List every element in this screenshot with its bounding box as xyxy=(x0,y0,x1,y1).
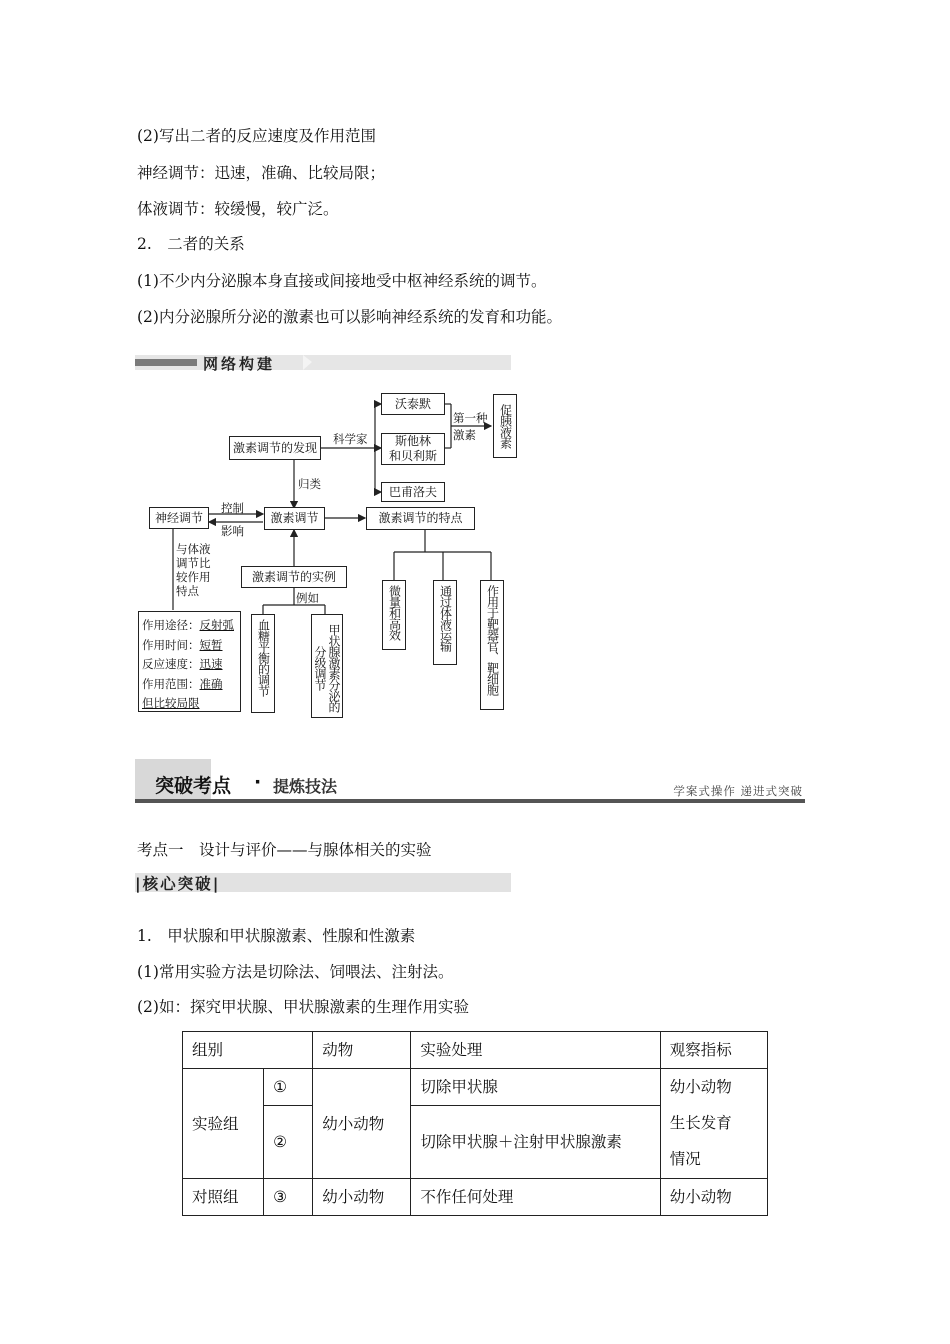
observe-cell-3: 幼小动物 xyxy=(660,1179,767,1216)
animal-cell-3: 幼小动物 xyxy=(313,1179,411,1216)
body-line-2: (1)常用实验方法是切除法、饲喂法、注射法。 xyxy=(137,963,454,981)
process-cell-2: 切除甲状腺＋注射甲状腺激素 xyxy=(411,1106,660,1179)
wotaimo-box: 沃泰默 xyxy=(381,393,445,415)
header-animal: 动物 xyxy=(313,1032,411,1069)
intro-line-2: 神经调节：迅速，准确、比较局限； xyxy=(137,164,386,182)
intro-line-1: (2)写出二者的反应速度及作用范围 xyxy=(137,127,376,145)
observe-cell-1: 幼小动物 生长发育 情况 xyxy=(660,1069,767,1179)
nerve-reg-box: 神经调节 xyxy=(149,507,209,529)
starling-box: 斯他林 和贝利斯 xyxy=(381,433,445,465)
discovery-box: 激素调节的发现 xyxy=(229,436,321,460)
num-cell-2: ② xyxy=(264,1106,313,1179)
example-label: 例如 xyxy=(296,591,319,605)
num-cell-3: ③ xyxy=(264,1179,313,1216)
classify-label: 归类 xyxy=(298,477,321,491)
body-line-1: 1. 甲状腺和甲状腺激素、性腺和性激素 xyxy=(137,927,416,945)
pavlov-box: 巴甫洛夫 xyxy=(381,482,445,502)
body-line-3: (2)如：探究甲状腺、甲状腺激素的生理作用实验 xyxy=(137,998,469,1016)
nerve-feature-1: 作用途径：反射弧 xyxy=(142,618,234,632)
feat2-box: 通过体液运输 xyxy=(433,580,457,665)
table-row xyxy=(183,1069,768,1106)
break-title: 突破考点 xyxy=(155,775,232,797)
table-header-row xyxy=(183,1032,768,1069)
concept-map xyxy=(135,390,520,720)
secretin-box: 促胰液素 xyxy=(493,394,517,458)
process-cell-1: 切除甲状腺 xyxy=(411,1069,660,1106)
intro-line-3: 体液调节：较缓慢，较广泛。 xyxy=(137,200,339,218)
network-section-bar xyxy=(135,355,511,373)
thyroid-box: 甲状腺激素分泌的分级调节 xyxy=(311,614,343,718)
affect-label: 影响 xyxy=(221,524,244,538)
break-section-banner xyxy=(135,759,805,803)
intro-line-4: 2. 二者的关系 xyxy=(137,235,245,253)
nerve-feature-3: 反应速度：迅速 xyxy=(142,657,223,671)
core-section-bar xyxy=(135,873,511,892)
hormone-reg-box: 激素调节 xyxy=(264,507,325,530)
control-label: 控制 xyxy=(221,501,244,515)
intro-line-5: (1)不少内分泌腺本身直接或间接地受中枢神经系统的调节。 xyxy=(137,272,547,290)
break-subtitle: 提炼技法 xyxy=(273,777,338,796)
compare-label: 与体液 调节比 较作用 特点 xyxy=(176,542,211,598)
network-title: 网络构建 xyxy=(203,355,276,373)
kaodian-heading: 考点一 设计与评价——与腺体相关的实验 xyxy=(137,841,432,859)
examples-box: 激素调节的实例 xyxy=(241,566,347,588)
scientist-label: 科学家 xyxy=(333,432,368,446)
features-box: 激素调节的特点 xyxy=(366,507,475,530)
experiment-table xyxy=(182,1031,768,1216)
intro-line-6: (2)内分泌腺所分泌的激素也可以影响神经系统的发育和功能。 xyxy=(137,308,562,326)
table-row xyxy=(183,1179,768,1216)
header-process: 实验处理 xyxy=(411,1032,660,1069)
ctrl-group-cell: 对照组 xyxy=(183,1179,264,1216)
exp-group-cell: 实验组 xyxy=(183,1069,264,1179)
nerve-feature-2: 作用时间：短暂 xyxy=(142,637,223,652)
nerve-feature-4: 作用范围：准确 xyxy=(142,676,223,691)
break-dot: · xyxy=(254,771,262,793)
animal-cell-1: 幼小动物 xyxy=(313,1069,411,1179)
header-observe: 观察指标 xyxy=(660,1032,767,1069)
nerve-feature-5: 但比较局限 xyxy=(142,696,200,710)
break-right-caption: 学案式操作 递进式突破 xyxy=(673,784,803,798)
process-cell-3: 不作任何处理 xyxy=(411,1179,660,1216)
nerve-features-box xyxy=(138,611,241,712)
feat3-box: 作用于靶器官、靶细胞 xyxy=(480,580,504,710)
first-hormone-label: 第一种 激素 xyxy=(453,411,488,442)
header-group: 组别 xyxy=(183,1032,313,1069)
blood-sugar-box: 血糖平衡的调节 xyxy=(251,614,275,713)
num-cell-1: ① xyxy=(264,1069,313,1106)
feat1-box: 微量和高效 xyxy=(382,580,406,650)
core-title: |核心突破| xyxy=(135,875,221,893)
